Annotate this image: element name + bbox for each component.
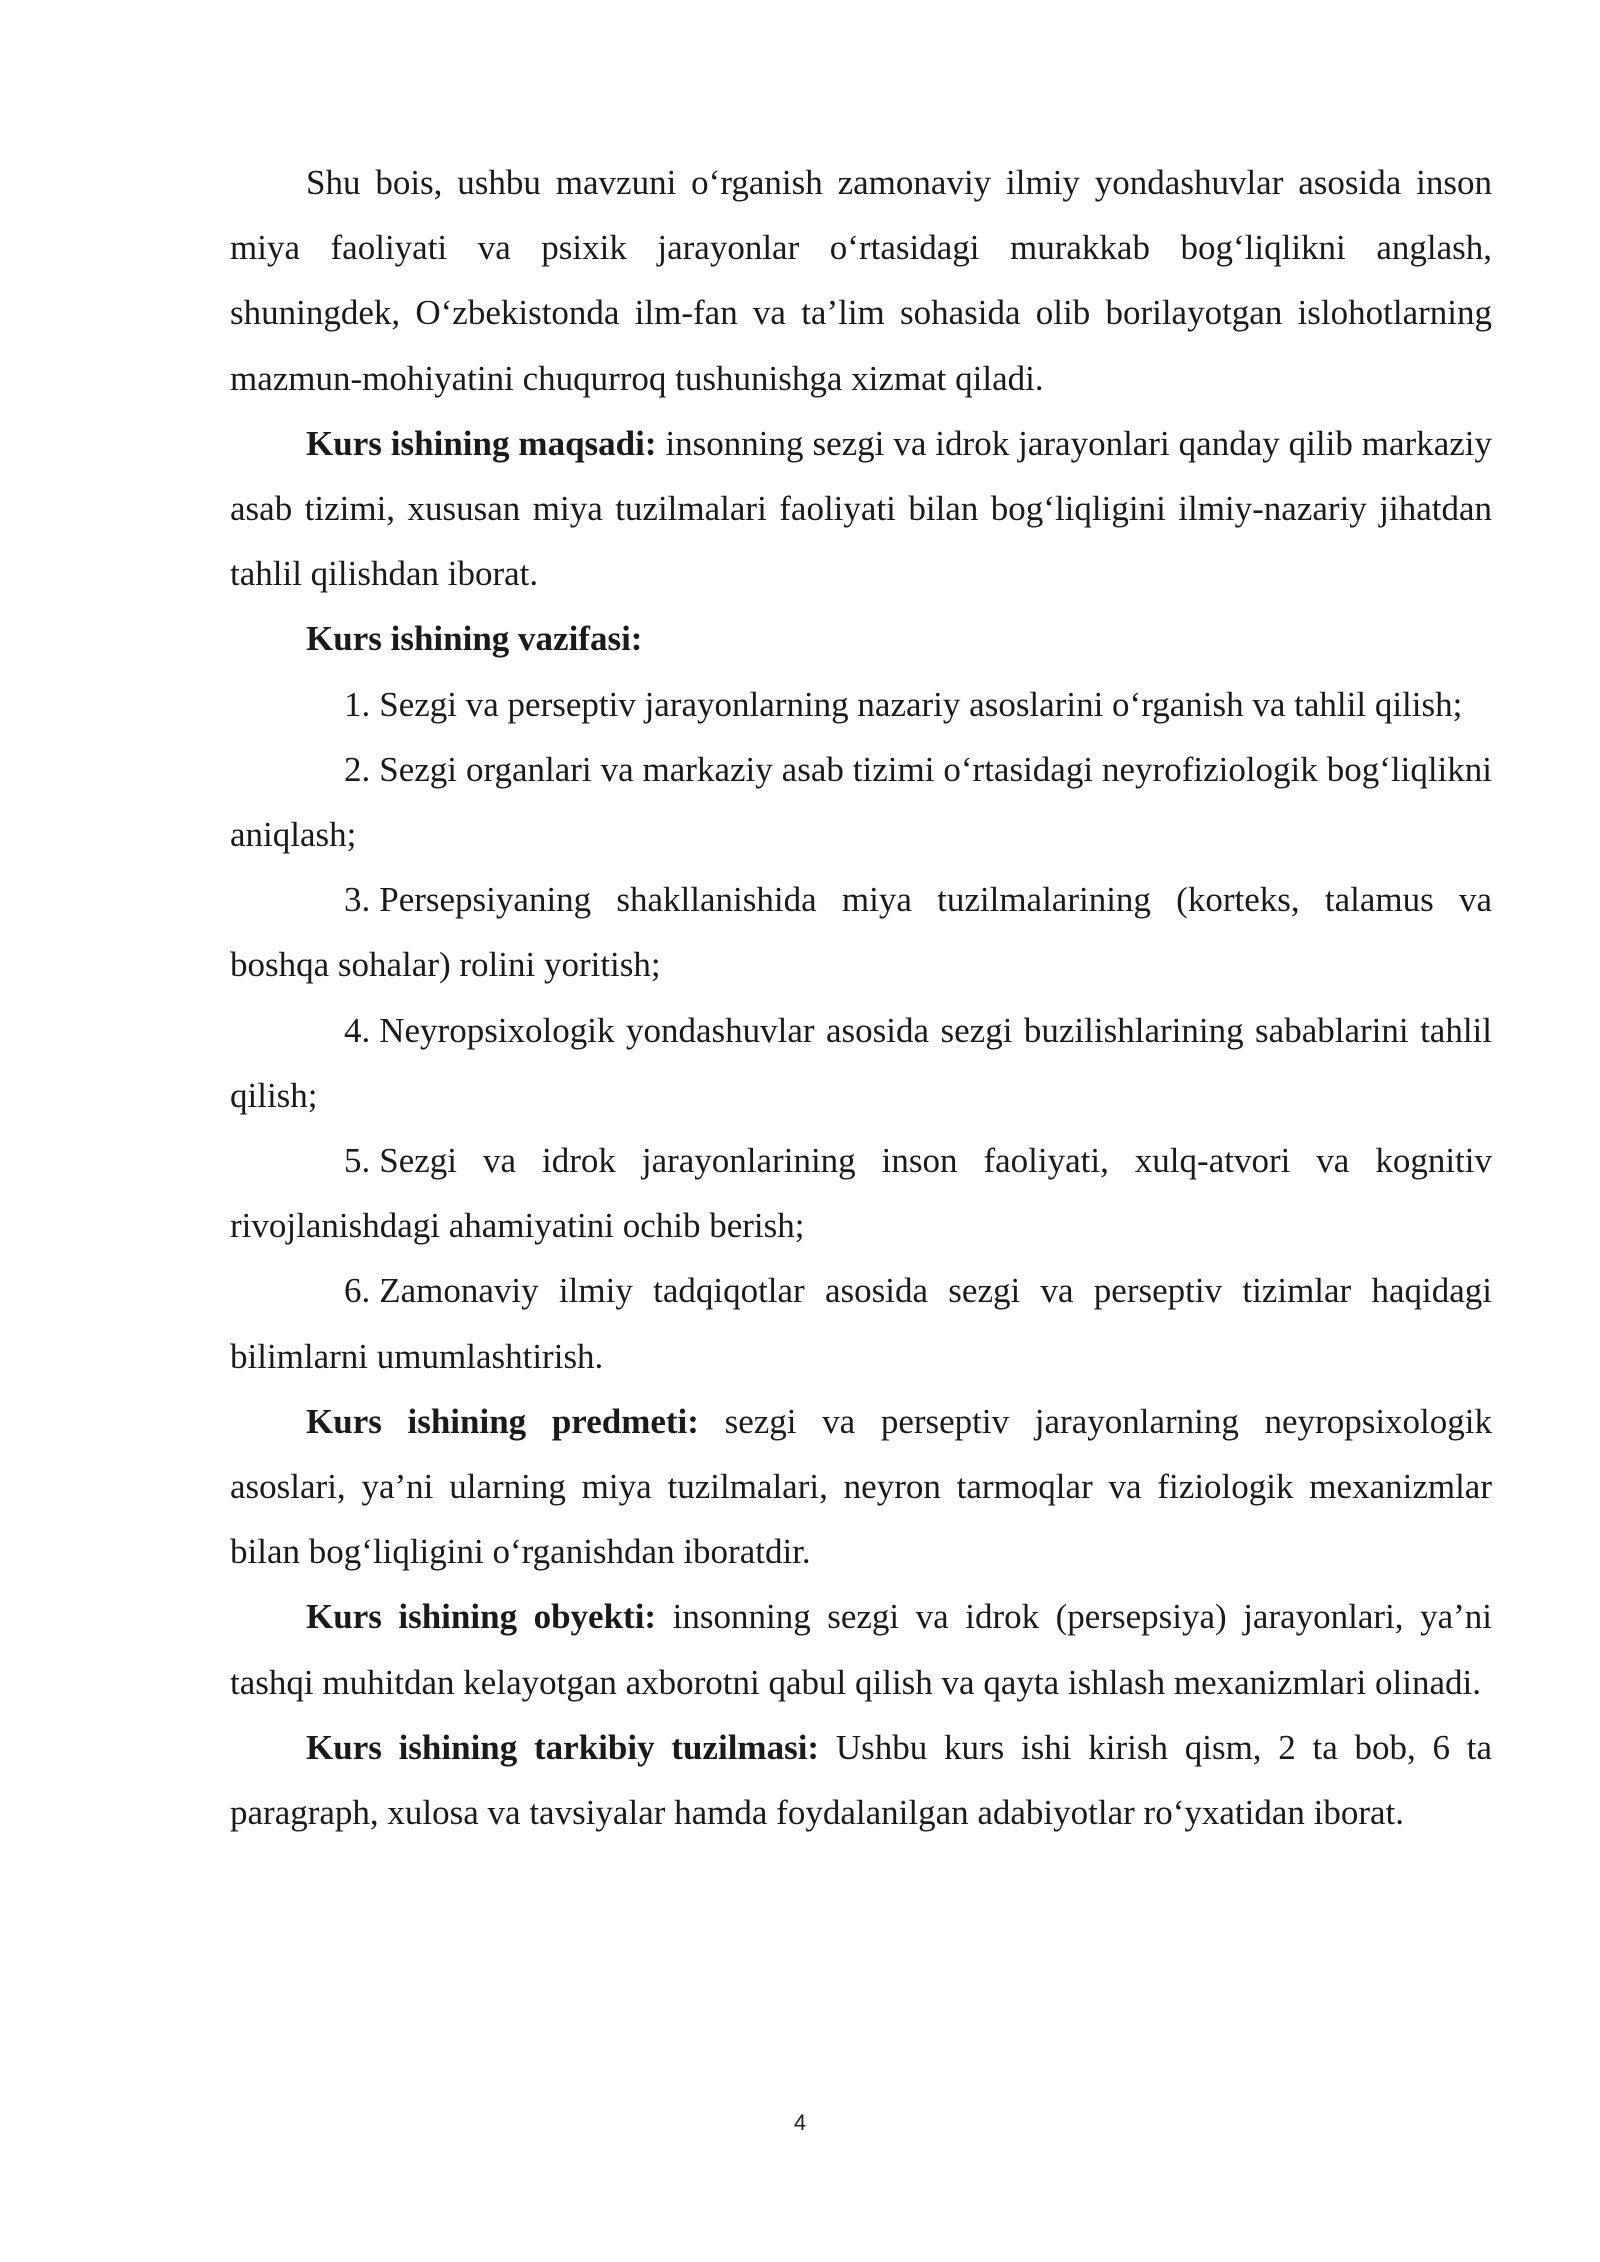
document-page [230,150,1492,1845]
list-item [230,1258,1492,1388]
list-item-text: Neyropsixologik yondashuvlar asosida sezgi buzilishlarining sabablarini tahlil qilish; [230,1010,1492,1115]
list-item [230,737,1492,867]
list-item-number: 6. [344,1271,371,1311]
subject-text: sezgi va perseptiv jarayonlarning neyropsixologik asoslari, ya’ni ularning miya tuzilmalari, neyron tarmoqlar va fiziologik mexanizmlar bilan bog‘liqligini o‘rganishdan iboratdir. [230,1401,1492,1572]
list-item-number: 2. [344,749,371,789]
structure-paragraph [230,1715,1492,1845]
intro-paragraph: Shu bois, ushbu mavzuni o‘rganish zamonaviy ilmiy yondashuvlar asosida inson miya faoliyati va psixik jarayonlar o‘rtasidagi murakkab bog‘liqlikni anglash, shuningdek, O‘zbekistonda ilm-fan va ta’lim sohasida olib borilayotgan islohotlarning mazmun-mohiyatini chuqurroq tushunishga xizmat qiladi. [230,163,1492,398]
list-item-text: Sezgi va perseptiv jarayonlarning nazariy asoslarini o‘rganish va tahlil qilish; [379,684,1463,724]
tasks-heading: Kurs ishining vazifasi: [306,619,643,659]
subject-paragraph [230,1389,1492,1585]
list-item-text: Sezgi organlari va markaziy asab tizimi o‘rtasidagi neyrofiziologik bog‘liqlikni aniqlash; [230,749,1492,855]
list-item-text: Persepsiyaning shakllanishida miya tuzilmalarining (korteks, talamus va boshqa sohalar) rolini yoritish; [230,880,1492,985]
goal-paragraph [230,411,1492,607]
goal-text: insonning sezgi va idrok jarayonlari qanday qilib markaziy asab tizimi, xususan miya tuzilmalari faoliyati bilan bog‘liqligini ilmiy-nazariy jihatdan tahlil qilishdan iborat. [230,423,1492,594]
list-item-text: Zamonaviy ilmiy tadqiqotlar asosida sezgi va perseptiv tizimlar haqidagi bilimlarni umumlashtirish. [230,1271,1492,1376]
list-item [230,1128,1492,1258]
page-number: 4 [793,2110,807,2135]
subject-label: Kurs ishining predmeti: [306,1401,699,1441]
tasks-list [230,672,1492,1389]
list-item [230,998,1492,1128]
structure-text: Ushbu kurs ishi kirish qism, 2 ta bob, 6 ta paragraph, xulosa va tavsiyalar hamda foydalanilgan adabiyotlar ro‘yxatidan iborat. [230,1727,1492,1833]
list-item-number: 4. [344,1010,371,1050]
object-paragraph [230,1584,1492,1714]
list-item [230,867,1492,997]
list-item-text: Sezgi va idrok jarayonlarining inson faoliyati, xulq-atvori va kognitiv rivojlanishdagi ahamiyatini ochib berish; [230,1141,1492,1246]
list-item-number: 1. [344,684,371,724]
list-item [230,672,1492,737]
list-item-number: 5. [344,1141,371,1181]
object-text: insonning sezgi va idrok (persepsiya) jarayonlari, ya’ni tashqi muhitdan kelayotgan axborotni qabul qilish va qayta ishlash mexanizmlari olinadi. [230,1597,1492,1702]
structure-label: Kurs ishining tarkibiy tuzilmasi: [306,1727,820,1767]
list-item-number: 3. [344,880,371,920]
object-label: Kurs ishining obyekti: [306,1597,657,1637]
goal-label: Kurs ishining maqsadi: [306,423,657,463]
